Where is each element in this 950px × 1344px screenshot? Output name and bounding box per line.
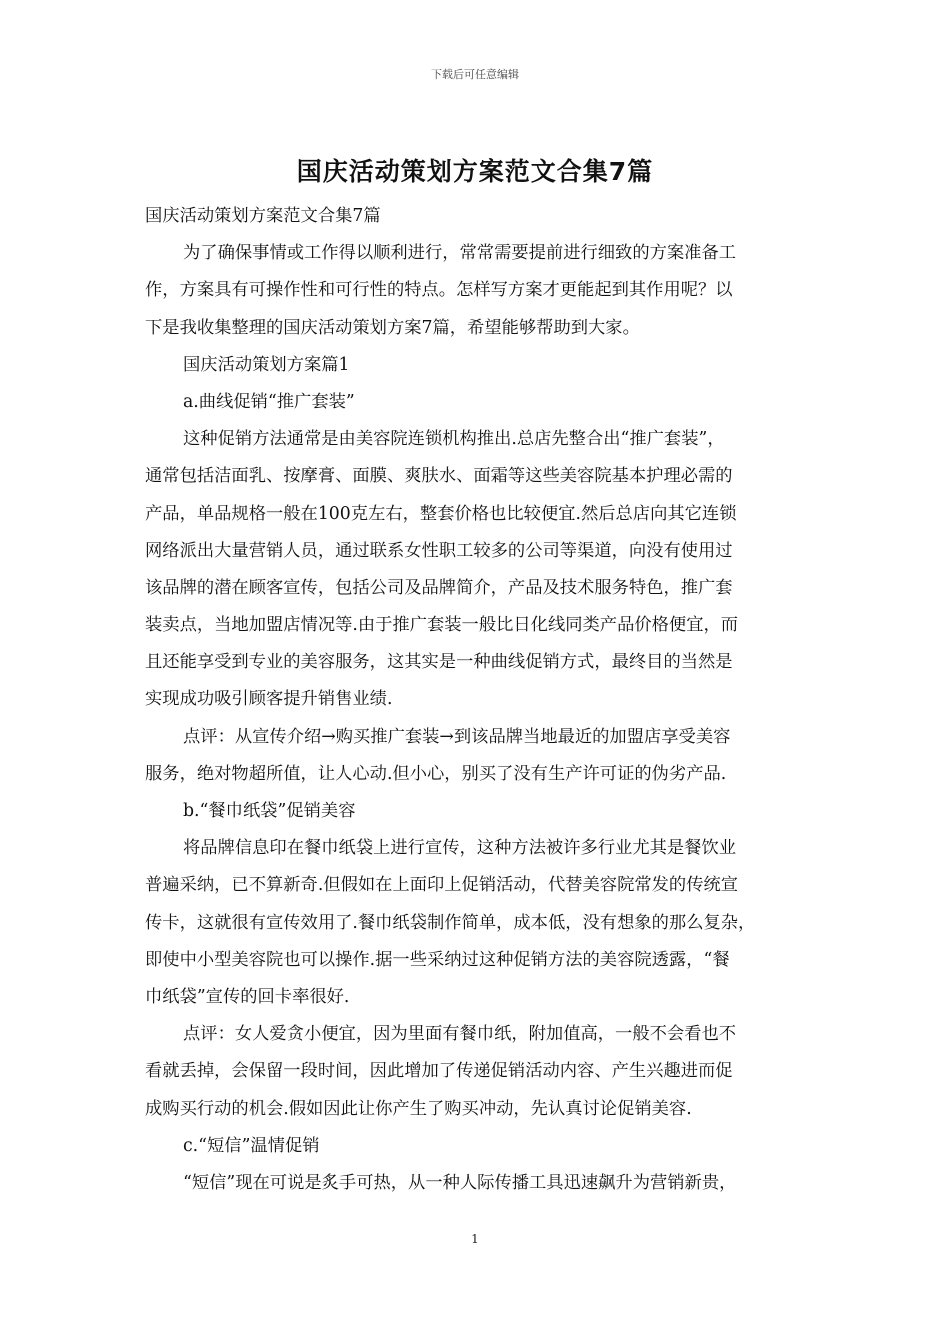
text-line: b.“餐巾纸袋”促销美容 bbox=[183, 801, 356, 821]
text-line: 服务，绝对物超所值，让人心动.但小心，别买了没有生产许可证的伪劣产品. bbox=[145, 763, 727, 784]
text-line: 且还能享受到专业的美容服务，这其实是一种曲线促销方式，最终目的当然是 bbox=[145, 652, 733, 673]
text-line: 即使中小型美容院也可以操作.据一些采纳过这种促销方法的美容院透露，“餐 bbox=[145, 949, 730, 970]
page-header: 下载后可任意编辑 bbox=[431, 68, 519, 81]
document-body bbox=[145, 198, 815, 1202]
text-line: 产品，单品规格一般在100克左右，整套价格也比较便宜.然后总店向其它连锁 bbox=[145, 503, 737, 524]
text-line: 作，方案具有可操作性和可行性的特点。怎样写方案才更能起到其作用呢？以 bbox=[145, 280, 733, 301]
text-line: a.曲线促销“推广套装” bbox=[183, 391, 355, 412]
text-line: 通常包括洁面乳、按摩膏、面膜、爽肤水、面霜等这些美容院基本护理必需的 bbox=[145, 466, 733, 487]
text-line: 点评：从宣传介绍→购买推广套装→到该品牌当地最近的加盟店享受美容 bbox=[183, 726, 731, 747]
text-line: 成购买行动的机会.假如因此让你产生了购买冲动，先认真讨论促销美容. bbox=[145, 1098, 692, 1119]
text-line: 传卡，这就很有宣传效用了.餐巾纸袋制作简单，成本低，没有想象的那么复杂， bbox=[145, 912, 756, 933]
text-line: 该品牌的潜在顾客宣传，包括公司及品牌简介，产品及技术服务特色，推广套 bbox=[145, 577, 733, 598]
document-title: 国庆活动策划方案范文合集7篇 bbox=[296, 157, 654, 186]
text-line: c.“短信”温情促销 bbox=[183, 1135, 320, 1156]
text-line: 国庆活动策划方案范文合集7篇 bbox=[145, 206, 381, 226]
text-line: 国庆活动策划方案篇1 bbox=[183, 354, 350, 375]
text-line: 看就丢掉，会保留一段时间，因此增加了传递促销活动内容、产生兴趣进而促 bbox=[145, 1061, 733, 1082]
text-line: 普遍采纳，已不算新奇.但假如在上面印上促销活动，代替美容院常发的传统宣 bbox=[145, 875, 739, 896]
text-line: 将品牌信息印在餐巾纸袋上进行宣传，这种方法被许多行业尤其是餐饮业 bbox=[183, 838, 737, 859]
text-line: 为了确保事情或工作得以顺利进行，常常需要提前进行细致的方案准备工 bbox=[183, 243, 737, 264]
text-line: 点评：女人爱贪小便宜，因为里面有餐巾纸，附加值高，一般不会看也不 bbox=[183, 1024, 737, 1045]
text-line: 网络派出大量营销人员，通过联系女性职工较多的公司等渠道，向没有使用过 bbox=[145, 540, 733, 561]
text-line: 装卖点，当地加盟店情况等.由于推广套装一般比日化线同类产品价格便宜，而 bbox=[145, 615, 739, 636]
page-number: 1 bbox=[471, 1232, 479, 1246]
text-line: “短信”现在可说是炙手可热，从一种人际传播工具迅速飙升为营销新贵， bbox=[183, 1172, 737, 1193]
text-line: 巾纸袋”宣传的回卡率很好. bbox=[145, 986, 350, 1007]
text-line: 这种促销方法通常是由美容院连锁机构推出.总店先整合出“推广套装”， bbox=[183, 429, 725, 450]
text-line: 实现成功吸引顾客提升销售业绩. bbox=[145, 689, 393, 710]
text-line: 下是我收集整理的国庆活动策划方案7篇，希望能够帮助到大家。 bbox=[145, 317, 640, 338]
